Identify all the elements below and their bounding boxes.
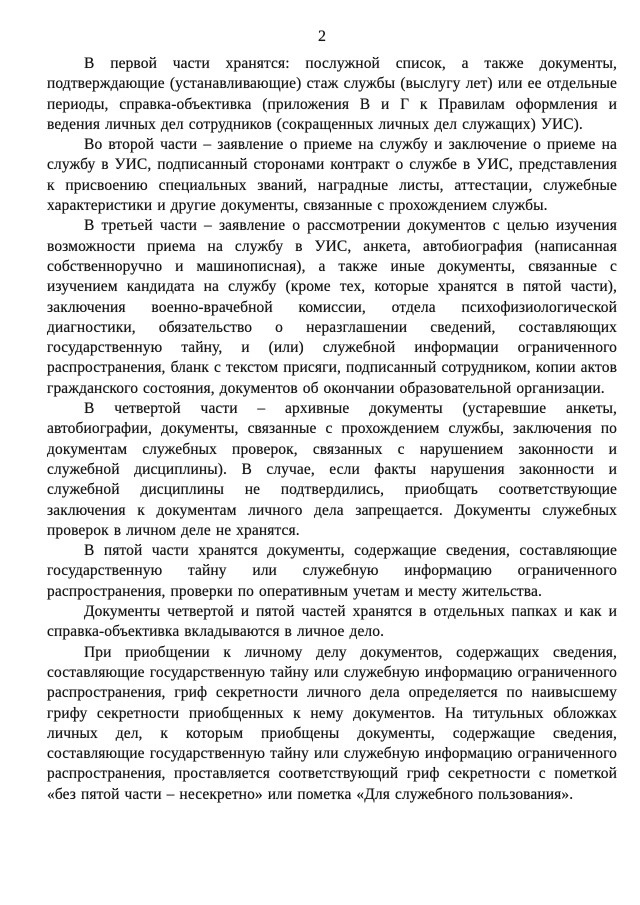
paragraph-first-part: В первой части хранятся: послужной список, а также документы, подтверждающие (устанавливающие) стаж службы (выслугу лет) или ее отдельные периоды, справка-объективка (приложения В и Г к Правилам оформления и ведения личных дел сотрудников (сокращенных личных дел служащих) УИС). — [47, 55, 617, 133]
paragraph-second-part: Во второй части – заявление о приеме на службу и заключение о приеме на службу в УИС, подписанный сторонами контракт о службе в УИС, представления к присвоению специальных званий, наградные листы, аттестации, служебные характеристики и другие документы, связанные с прохождением службы. — [47, 136, 617, 215]
page-number: 2 — [318, 28, 326, 45]
paragraph-fourth-part: В четвертой части – архивные документы (устаревшие анкеты, автобиографии, документы, связанные с прохождением службы, заключения по документам служебных проверок, связанных с нарушением законности и служебной дисциплины). В случае, если факты нарушения законности и служебной дисциплины не подтвердились, приобщать соответствующие заключения к документам личного дела запрещается. Документы служебных проверок в личном деле не хранятся. — [47, 400, 617, 539]
paragraph-folders-note: Документы четвертой и пятой частей хранятся в отдельных папках и как и справка-объективка вкладываются в личное дело. — [47, 603, 617, 641]
paragraph-secrecy-stamp: При приобщении к личному делу документов, содержащих сведения, составляющие государственную тайну или служебную информацию ограниченного распространения, гриф секретности личного дела определяется по наивысшему грифу секретности приобщенных к нему документов. На титульных обложках личных дел, к которым приобщены документы, содержащие сведения, составляющие государственную тайну или служебную информацию ограниченного распространения, проставляется соответствующий гриф секретности с пометкой «без пятой части – несекретно» или пометка «Для служебного пользования». — [47, 643, 617, 803]
paragraph-third-part: В третьей части – заявление о рассмотрении документов с целью изучения возможности приема на службу в УИС, анкета, автобиография (написанная собственноручно и машинописная), а также иные документы, связанные с изучением кандидата на службу (кроме тех, которые хранятся в пятой части), заключения военно-врачебной комиссии, отдела психофизиологической диагностики, обязательство о неразглашении сведений, составляющих государственную тайну, и (или) служебной информации ограниченного распространения, бланк с текстом присяги, подписанный сотрудником, копии актов гражданского состояния, документов об окончании образовательной организации. — [47, 217, 617, 397]
paragraph-fifth-part: В пятой части хранятся документы, содержащие сведения, составляющие государственную тайну или служебную информацию ограниченного распространения, проверки по оперативным учетам и месту жительства. — [47, 542, 617, 600]
